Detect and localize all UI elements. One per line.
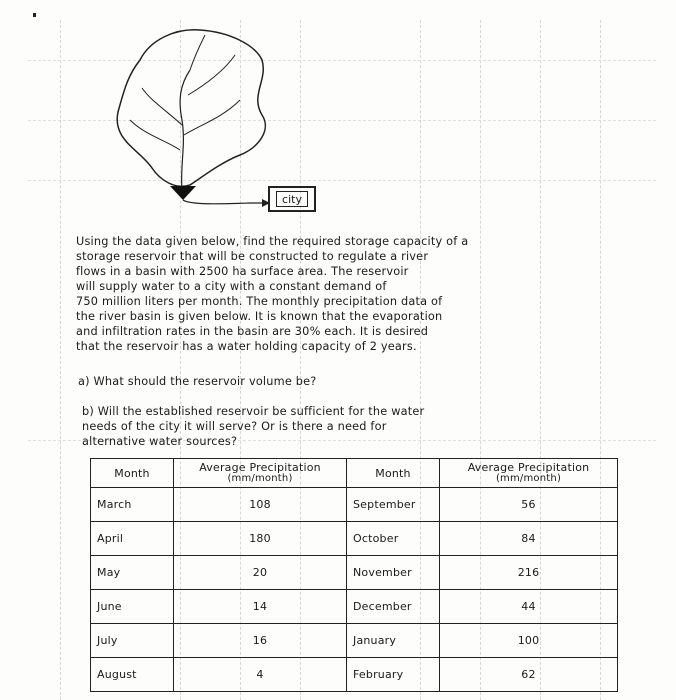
precipitation-cell: 14 — [174, 590, 347, 624]
problem-line: will supply water to a city with a constant demand of — [76, 280, 387, 293]
question-b-line: b) Will the established reservoir be sufficient for the water — [82, 405, 425, 418]
table-row — [91, 658, 618, 692]
table-row — [91, 556, 618, 590]
problem-line: Using the data given below, find the required storage capacity of a — [76, 235, 469, 248]
precipitation-cell: 56 — [440, 488, 618, 522]
precipitation-table — [90, 458, 618, 692]
header-unit: (mm/month) — [495, 473, 562, 484]
month-cell: July — [91, 624, 174, 658]
header-precipitation-label: Average Precipitation — [199, 461, 321, 474]
header-unit: (mm/month) — [227, 473, 293, 484]
river-main — [180, 70, 190, 190]
month-cell: August — [91, 658, 174, 692]
river-branch-top — [190, 35, 205, 70]
precipitation-cell: 62 — [440, 658, 618, 692]
problem-line: flows in a basin with 2500 ha surface area. The reservoir — [76, 265, 409, 278]
river-branch-right — [184, 100, 240, 135]
month-cell: March — [91, 488, 174, 522]
month-cell: December — [347, 590, 440, 624]
question-a: a) What should the reservoir volume be? — [78, 375, 317, 388]
city-box — [268, 186, 316, 212]
precipitation-cell: 180 — [174, 522, 347, 556]
precipitation-cell: 44 — [440, 590, 618, 624]
table-row — [91, 624, 618, 658]
problem-line: and infiltration rates in the basin are 30% each. It is desired — [76, 325, 429, 338]
month-cell: February — [347, 658, 440, 692]
precipitation-cell: 100 — [440, 624, 618, 658]
problem-line: storage reservoir that will be constructed to regulate a river — [76, 250, 429, 263]
precipitation-cell: 16 — [174, 624, 347, 658]
month-cell: January — [347, 624, 440, 658]
outflow-line — [183, 200, 262, 204]
precipitation-cell: 20 — [174, 556, 347, 590]
problem-line: 750 million liters per month. The monthly precipitation data of — [76, 295, 443, 308]
table-row — [91, 590, 618, 624]
month-cell: November — [347, 556, 440, 590]
table-row — [91, 522, 618, 556]
header-precipitation — [174, 459, 347, 488]
header-precipitation-label: Average Precipitation — [467, 461, 590, 474]
basin-outline — [117, 30, 265, 187]
month-cell: September — [347, 488, 440, 522]
reservoir-dam-marker — [170, 186, 196, 200]
month-cell: June — [91, 590, 174, 624]
river-branch-left — [142, 88, 182, 125]
table-header-row — [91, 459, 618, 488]
month-cell: May — [91, 556, 174, 590]
river-branch-left-2 — [130, 120, 180, 150]
table-row — [91, 488, 618, 522]
question-b-line: alternative water sources? — [82, 435, 238, 448]
river-basin-sketch — [0, 0, 676, 240]
problem-line: the river basin is given below. It is known that the evaporation — [76, 310, 443, 323]
month-cell: April — [91, 522, 174, 556]
month-cell: October — [347, 522, 440, 556]
precipitation-cell: 216 — [440, 556, 618, 590]
header-precipitation — [440, 459, 618, 488]
river-branch-right-2 — [188, 55, 235, 95]
precipitation-cell: 84 — [440, 522, 618, 556]
precipitation-cell: 4 — [174, 658, 347, 692]
header-month: Month — [91, 459, 174, 488]
question-b-line: needs of the city it will serve? Or is there a need for — [82, 420, 387, 433]
problem-line: that the reservoir has a water holding capacity of 2 years. — [76, 340, 417, 353]
city-label: city — [276, 191, 308, 207]
precipitation-cell: 108 — [174, 488, 347, 522]
header-month: Month — [347, 459, 440, 488]
